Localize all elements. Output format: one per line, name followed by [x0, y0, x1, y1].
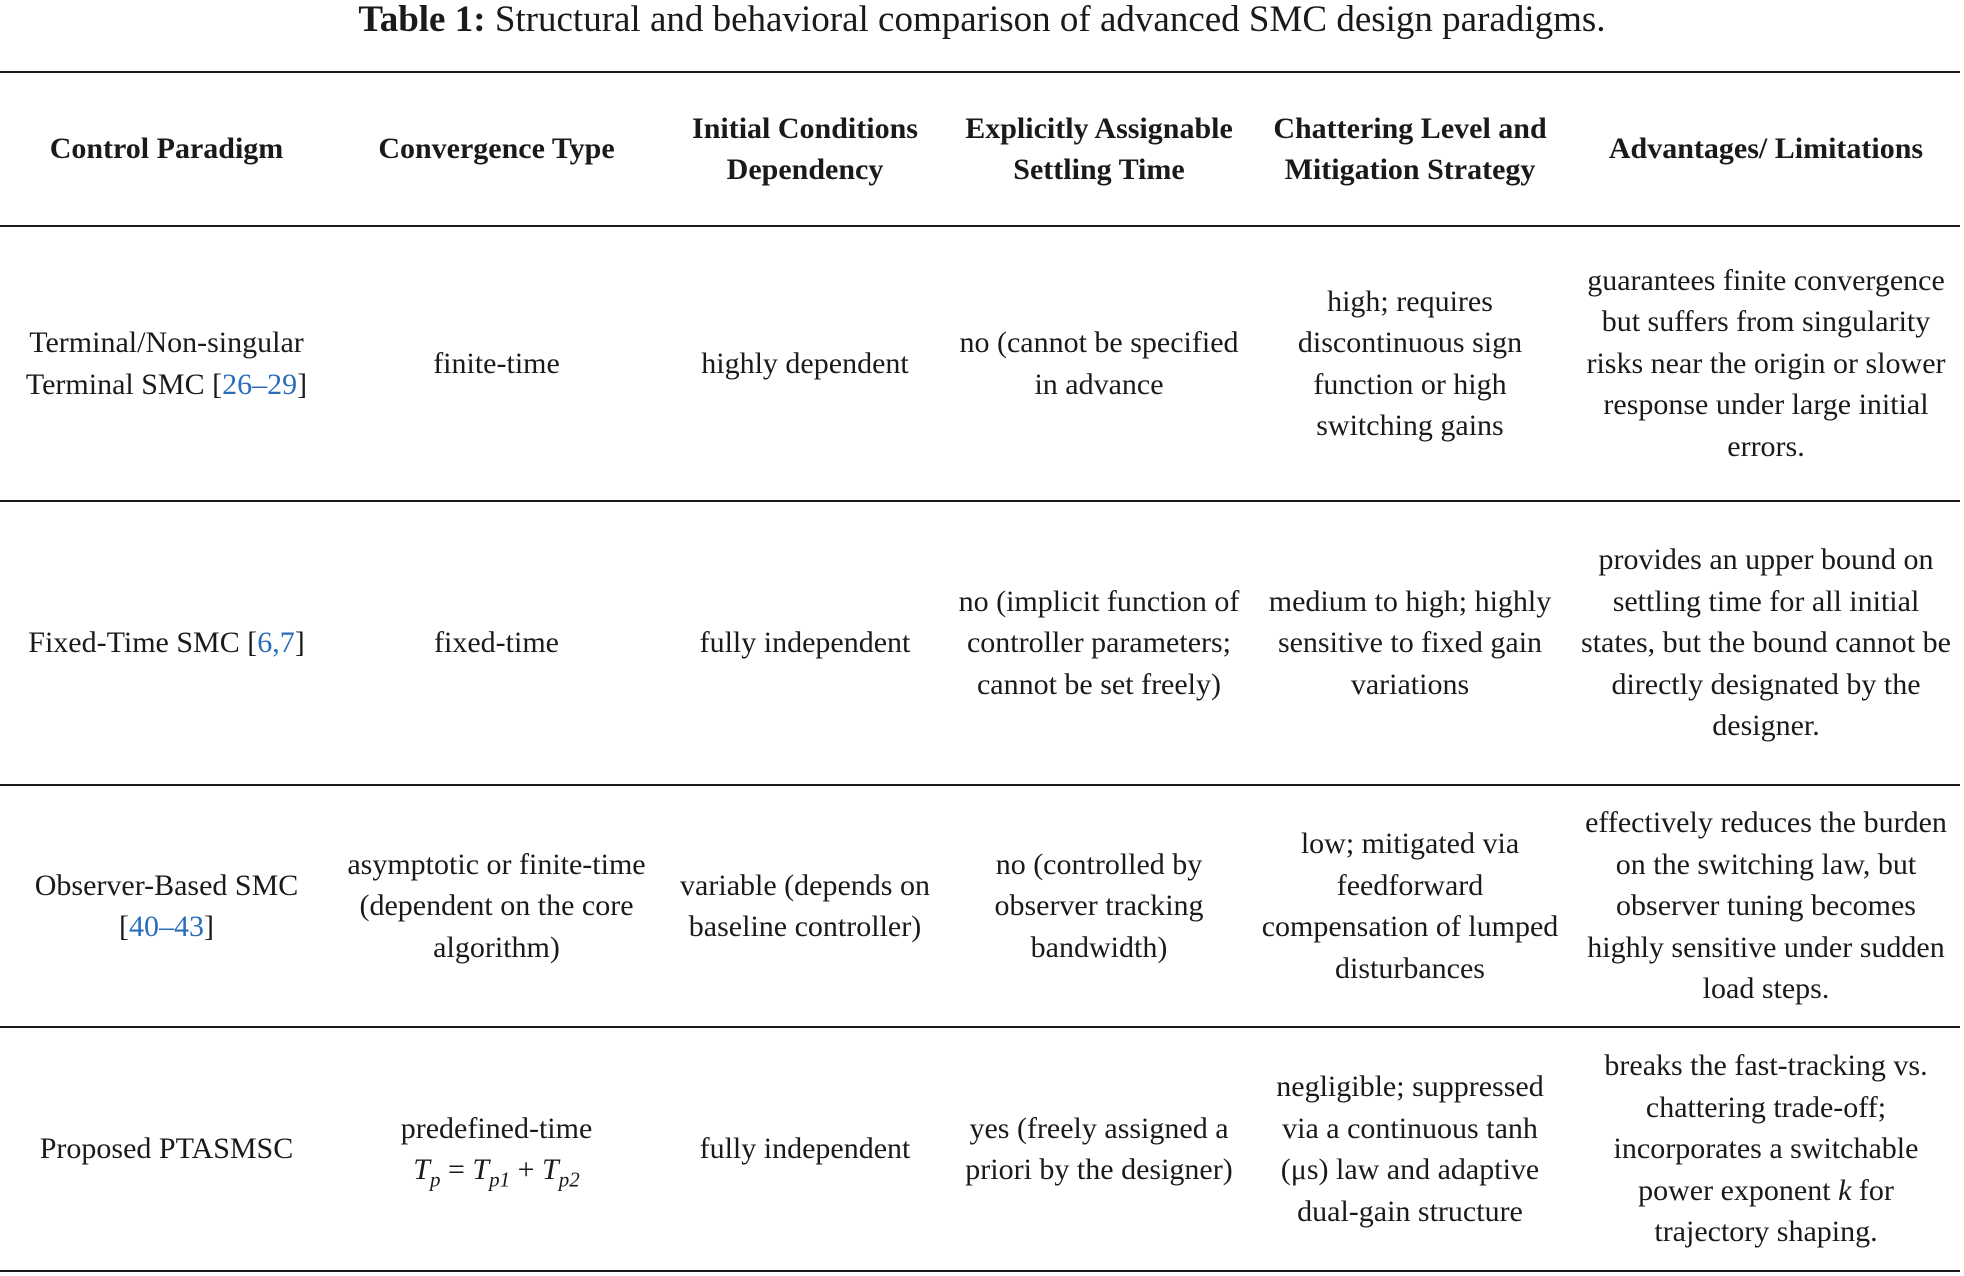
cell-dependency: fully independent — [699, 1132, 911, 1166]
cell-chattering: low; mitigated via feedforward compensation of lumped disturbances — [1261, 827, 1559, 985]
cell-convergence: asymptotic or finite-time (dependent on the core algorithm) — [347, 847, 646, 964]
citation-link[interactable]: 7 — [279, 626, 295, 660]
header-convergence-type: Convergence Type — [378, 132, 615, 166]
cell-chattering: negligible; suppressed via a continuous tanh (μs) law and adaptive dual-gain structure — [1276, 1070, 1544, 1228]
citation-separator: , — [272, 626, 280, 660]
cell-advantages: effectively reduces the burden on the switching law, but observer tuning becomes highly sensitive under sudden load steps. — [1585, 806, 1947, 1006]
cell-advantages: provides an upper bound on settling time for all initial states, but the bound cannot be directly designated by the designer. — [1581, 543, 1951, 743]
citation-link[interactable]: 40 — [129, 910, 159, 943]
header-settling-time: Explicitly Assignable Settling Time — [965, 111, 1233, 186]
caption-text: Structural and behavioral comparison of advanced SMC design paradigms. — [485, 0, 1606, 40]
header-chattering: Chattering Level and Mitigation Strategy — [1273, 111, 1547, 186]
table-row — [0, 1027, 1960, 1271]
table-body — [0, 226, 1960, 1271]
cell-paradigm: Observer-Based SMC [40–43] — [34, 868, 299, 943]
header-initial-conditions-dependency: Initial Conditions Dependency — [692, 111, 918, 186]
cell-advantages: guarantees finite convergence but suffers from singularity risks near the origin or slower response under large initial errors. — [1586, 263, 1946, 463]
cell-chattering: high; requires discontinuous sign function or high switching gains — [1297, 284, 1523, 442]
citation-link[interactable]: 26 — [222, 367, 253, 401]
table-row — [0, 226, 1960, 501]
table-caption — [0, 0, 1964, 40]
table-row — [0, 501, 1960, 785]
cell-settling: yes (freely assigned a priori by the designer) — [965, 1111, 1233, 1186]
paradigm-name: Fixed-Time SMC — [28, 626, 240, 660]
citation-link[interactable]: 43 — [174, 910, 204, 943]
settling-time-formula: $T_p = T_{p1} + T_{p2}$ — [413, 1153, 580, 1192]
citation-separator: – — [252, 367, 268, 401]
cell-convergence — [333, 1027, 660, 1271]
table-row — [0, 785, 1960, 1027]
cell-settling: no (cannot be specified in advance — [959, 326, 1239, 401]
cell-dependency: highly dependent — [701, 346, 909, 380]
cell-paradigm: Terminal/Non-singular Terminal SMC [26–29] — [25, 326, 308, 401]
header-advantages-limitations: Advantages/ Limitations — [1608, 132, 1924, 166]
cell-paradigm: Proposed PTASMSC — [39, 1132, 294, 1166]
citation-link[interactable]: 29 — [267, 367, 298, 401]
cell-convergence: fixed-time — [434, 626, 559, 660]
caption-label: Table 1: — [358, 0, 486, 40]
paradigm-name: Observer-Based SMC — [34, 868, 299, 902]
cell-paradigm: Fixed-Time SMC [6,7] — [28, 626, 305, 660]
paradigm-name: Terminal/Non-singular Terminal SMC — [25, 326, 304, 401]
header-control-paradigm: Control Paradigm — [49, 132, 284, 166]
cell-chattering: medium to high; highly sensitive to fixed gain variations — [1268, 584, 1552, 701]
citation-link[interactable]: 6 — [257, 626, 273, 660]
cell-dependency: variable (depends on baseline controller) — [680, 868, 930, 943]
header-row — [0, 72, 1960, 226]
comparison-table — [0, 71, 1960, 1272]
cell-settling: no (implicit function of controller parameters; cannot be set freely) — [958, 584, 1240, 701]
cell-convergence: finite-time — [433, 346, 560, 380]
convergence-label: predefined-time — [400, 1111, 593, 1145]
table-header — [0, 72, 1960, 226]
cell-dependency: fully independent — [699, 626, 911, 660]
citation-separator: – — [159, 910, 174, 943]
advantages-text: breaks the fast-tracking vs. chattering trade-off; incorporates a switchable power exponent — [1604, 1049, 1928, 1207]
cell-settling: no (controlled by observer tracking bandwidth) — [994, 847, 1204, 964]
advantages-text-end: for trajectory shaping. — [1654, 1173, 1894, 1249]
power-exponent-variable: k — [1838, 1173, 1852, 1207]
cell-advantages — [1572, 1027, 1960, 1271]
